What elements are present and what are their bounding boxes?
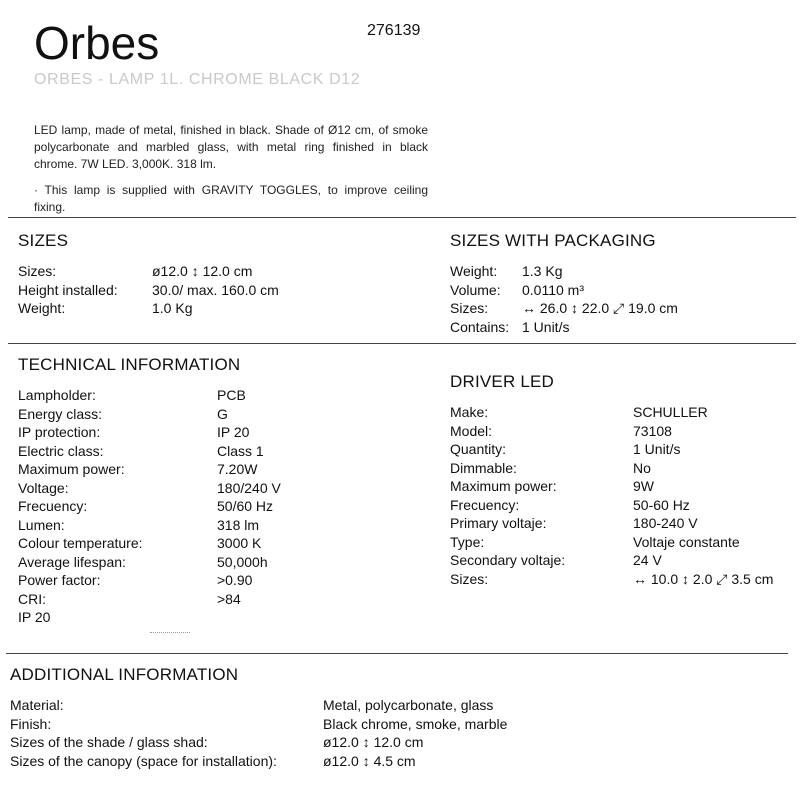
product-subtitle: ORBES - LAMP 1L. CHROME BLACK D12 [34,71,361,88]
row-value: 9W [633,478,654,494]
divider [8,343,796,344]
row-value: 7.20W [217,461,258,477]
row-label: Average lifespan: [18,553,126,570]
row-value: 1 Unit/s [522,318,570,335]
row-value: 1.3 Kg [522,263,563,279]
row-value: Black chrome, smoke, marble [323,715,508,732]
row-value: ø12.0 ↕ 12.0 cm [152,263,253,279]
row-value: 1 Unit/s [633,441,681,457]
row-value: 0.0110 m³ [522,281,584,298]
row-value: Voltaje constante [633,533,740,550]
row-value: >84 [217,590,241,607]
row-label: Voltage: [18,479,69,496]
row-label: Dimmable: [450,459,517,476]
row-label: Secondary voltaje: [450,552,566,568]
row-label: Contains: [450,318,510,335]
row-value: ø12.0 ↕ 12.0 cm [323,734,424,750]
row-label: Sizes of the shade / glass shad: [10,734,208,750]
row-label: CRI: [18,590,46,607]
row-label: Frecuency: [18,498,88,514]
divider-fragment [150,632,190,634]
row-label: Sizes of the canopy (space for installation): [10,752,277,769]
row-label: Sizes: [450,300,489,316]
row-label: Make: [450,404,489,420]
section-title-driver: DRIVER LED [450,372,555,391]
divider [6,653,788,654]
row-value: No [633,459,651,476]
row-value: IP 20 [217,424,250,440]
row-value: 318 lm [217,516,260,533]
row-label: Primary voltaje: [450,515,547,531]
row-label: Frecuency: [450,496,520,513]
row-label: Energy class: [18,405,103,422]
row-value: >0.90 [217,572,253,588]
row-value: SCHULLER [633,404,708,420]
row-value: 50,000h [217,553,268,570]
row-label: Height installed: [18,281,118,298]
row-value: 73108 [633,422,672,439]
divider [8,217,796,218]
row-value: 180-240 V [633,515,698,531]
row-label: Lampholder: [18,387,96,403]
product-code: 276139 [367,22,421,39]
row-value: 3000 K [217,535,262,551]
row-value: 24 V [633,552,662,568]
row-label: Maximum power: [450,478,557,494]
row-value: 50/60 Hz [217,498,274,514]
row-value: ↔ 10.0 ↕ 2.0 ⤢ 3.5 cm [633,570,774,587]
row-value: 50-60 Hz [633,496,690,513]
row-label: Material: [10,697,64,713]
row-label: Weight: [450,263,498,279]
row-label: Finish: [10,715,52,732]
description-paragraph: · This lamp is supplied with GRAVITY TOGGLES, to improve ceiling fixing. [34,183,428,214]
section-title-packaging: SIZES WITH PACKAGING [450,231,656,250]
row-value: G [217,405,228,422]
row-label: Lumen: [18,516,65,533]
row-label: Model: [450,422,493,439]
row-label: Power factor: [18,572,101,588]
row-value: Metal, polycarbonate, glass [323,697,494,713]
row-value: PCB [217,387,246,403]
section-title-sizes: SIZES [18,231,69,250]
section-title-additional: ADDITIONAL INFORMATION [10,665,239,684]
product-description [34,122,428,225]
row-value: 180/240 V [217,479,281,496]
row-value: 30.0/ max. 160.0 cm [152,281,279,298]
row-label: IP protection: [18,424,101,440]
row-label: Volume: [450,281,501,298]
description-paragraph: LED lamp, made of metal, finished in black. Shade of Ø12 cm, of smoke polycarbonate and marbled glass, with metal ring finished in black chrome. 7W LED. 3,000K. 318 lm. [34,123,428,171]
row-label: IP 20 [18,609,51,625]
row-label: Weight: [18,300,66,316]
row-label: Quantity: [450,441,507,457]
row-label: Type: [450,533,485,550]
row-label: Sizes: [18,263,57,279]
row-value: ↔ 26.0 ↕ 22.0 ⤢ 19.0 cm [522,300,678,316]
row-label: Electric class: [18,442,104,459]
row-value: ø12.0 ↕ 4.5 cm [323,752,416,769]
section-title-technical: TECHNICAL INFORMATION [18,355,241,374]
product-title: Orbes [34,17,160,69]
row-value: 1.0 Kg [152,300,193,316]
row-label: Maximum power: [18,461,125,477]
row-label: Colour temperature: [18,535,143,551]
row-value: Class 1 [217,442,264,459]
row-label: Sizes: [450,570,489,587]
